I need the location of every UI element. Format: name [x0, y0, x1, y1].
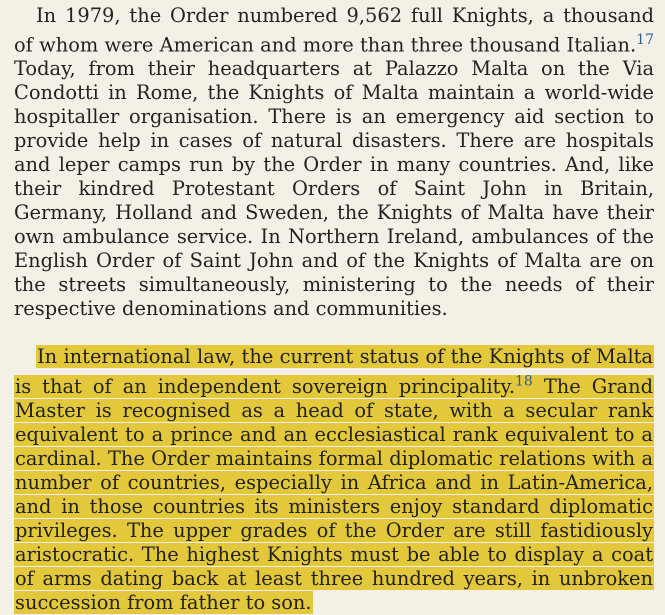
paragraph-2-text-start: In international law, the current status of the Knights of Malta is that of an independent sovereign principality.: [15, 345, 653, 398]
footnote-link-18[interactable]: 18: [515, 373, 533, 390]
paragraph-2: [14, 345, 654, 614]
highlighted-passage[interactable]: [14, 345, 654, 613]
footnote-link-17[interactable]: 17: [636, 32, 654, 48]
paragraph-2-text-end: The Grand Master is recognised as a head of state, with a secular rank equivalent to a prince and an ecclesiastical rank equivalent to a cardinal. The Order maintains formal diplomatic relations with a number of countries, especially in Africa and in Latin-America, and in those countries its ministers enjoy standard diplomatic privileges. The upper grades of the Order are still fastidiously aristocratic. The highest Knights must be able to display a coat of arms dating back at least three hundred years, in unbroken succession from father to son.: [15, 374, 653, 614]
paragraph-1-text-end: Today, from their headquarters at Palazzo Malta on the Via Condotti in Rome, the Knights of Malta maintain a world-wide hospitaller organisation. There is an emergency aid section to provide help in cases of natural disasters. There are hospitals and leper camps run by the Order in many countries. And, like their kindred Protestant Orders of Saint John in Britain, Germany, Holland and Sweden, the Knights of Malta have their own ambulance service. In Northern Ireland, ambulances of the English Order of Saint John and of the Knights of Malta are on the streets simultaneously, ministering to the needs of their respective denominations and communities.: [14, 57, 654, 321]
paragraph-1: [14, 4, 654, 321]
paragraph-1-text-start: In 1979, the Order numbered 9,562 full Knights, a thousand of whom were American and more than three thousand Italian.: [14, 4, 654, 57]
